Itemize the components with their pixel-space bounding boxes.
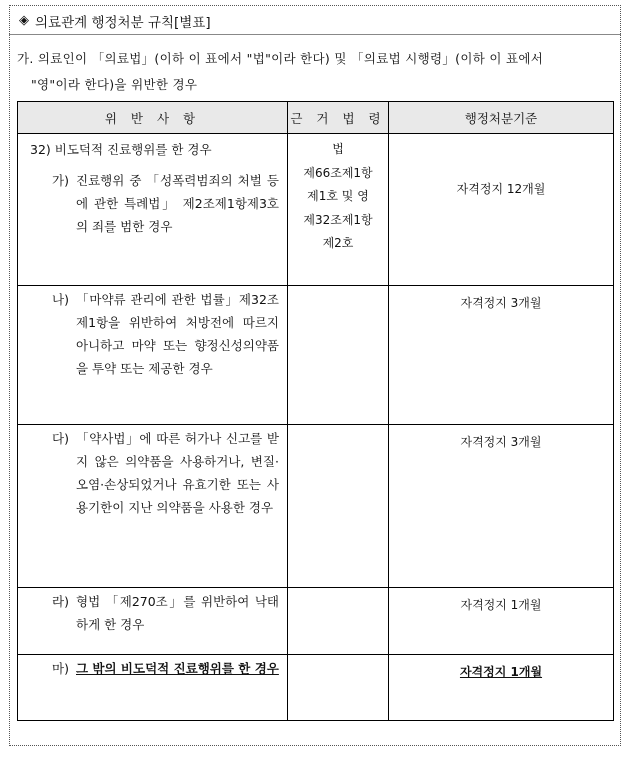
basis-line: 법: [332, 142, 344, 156]
item-text: 「약사법」에 따른 허가나 신고를 받지 않은 의약품을 사용하거나, 변질·오염·손상되었거나 유효기한 또는 사용기한이 지난 의약품을 사용한 경우: [76, 431, 279, 515]
item-text: 진료행위 중 「성폭력범죄의 처벌 등에 관한 특례법」 제2조제1항제3호의 죄를 범한 경우: [76, 173, 279, 234]
standard-cell: [389, 286, 614, 425]
intro-line-2: "영"이라 한다)을 위반한 경우: [31, 77, 198, 92]
basis-cell: [288, 588, 389, 655]
standard-value: 자격정지 1개월: [460, 598, 542, 612]
item-marker: 라): [52, 594, 69, 609]
violation-cell: [18, 286, 288, 425]
standard-cell: [389, 134, 614, 286]
basis-cell: [288, 425, 389, 588]
item-text: 그 밖의 비도덕적 진료행위를 한 경우: [76, 661, 279, 676]
item-text: 「마약류 관리에 관한 법률」제32조제1항을 위반하여 처방전에 따르지 아니하고 마약 또는 향정신성의약품을 투약 또는 제공한 경우: [76, 292, 279, 376]
group-heading: 32) 비도덕적 진료행위를 한 경우: [30, 142, 212, 157]
standard-cell: [389, 588, 614, 655]
standard-value: 자격정지 3개월: [460, 296, 542, 310]
page-title: 의료관계 행정처분 규칙[별표]: [35, 14, 211, 31]
standard-cell: [389, 425, 614, 588]
violation-cell: [18, 425, 288, 588]
item-marker: 나): [52, 292, 69, 307]
basis-line: 제1호 및 영: [307, 189, 369, 203]
intro-line-1: 가. 의료인이 「의료법」(이하 이 표에서 "법"이라 한다) 및 「의료법 시행령」(이하 이 표에서: [17, 51, 544, 66]
header-standard: 행정처분기준: [389, 102, 614, 134]
table-row: [18, 286, 614, 425]
table-row: [18, 655, 614, 721]
table-header-row: [18, 102, 614, 134]
basis-line: 제2호: [322, 236, 354, 250]
item-text: 형법 「제270조」를 위반하여 낙태하게 한 경우: [76, 594, 279, 632]
standard-value: 자격정지 12개월: [456, 182, 546, 196]
standard-value: 자격정지 1개월: [459, 665, 543, 679]
violation-cell: [18, 588, 288, 655]
basis-cell: [288, 286, 389, 425]
table-row: [18, 425, 614, 588]
basis-line: 제66조제1항: [303, 165, 373, 180]
violation-cell: [18, 134, 288, 286]
item-marker: 다): [52, 431, 69, 446]
header-basis: 근 거 법 령: [288, 102, 389, 134]
header-violation: 위 반 사 항: [18, 102, 288, 134]
penalty-table: [17, 101, 614, 721]
standard-cell: [389, 655, 614, 721]
basis-cell: [288, 134, 389, 286]
item-marker: 가): [52, 173, 69, 188]
basis-cell: [288, 655, 389, 721]
table-row: [18, 134, 614, 286]
item-marker: 마): [52, 661, 69, 676]
page-title-bar: [9, 7, 621, 35]
standard-value: 자격정지 3개월: [460, 435, 542, 449]
table-row: [18, 588, 614, 655]
intro-paragraph: [17, 46, 613, 98]
diamond-bullet-icon: ◈: [19, 13, 29, 28]
violation-cell: [18, 655, 288, 721]
basis-line: 제32조제1항: [303, 212, 373, 227]
